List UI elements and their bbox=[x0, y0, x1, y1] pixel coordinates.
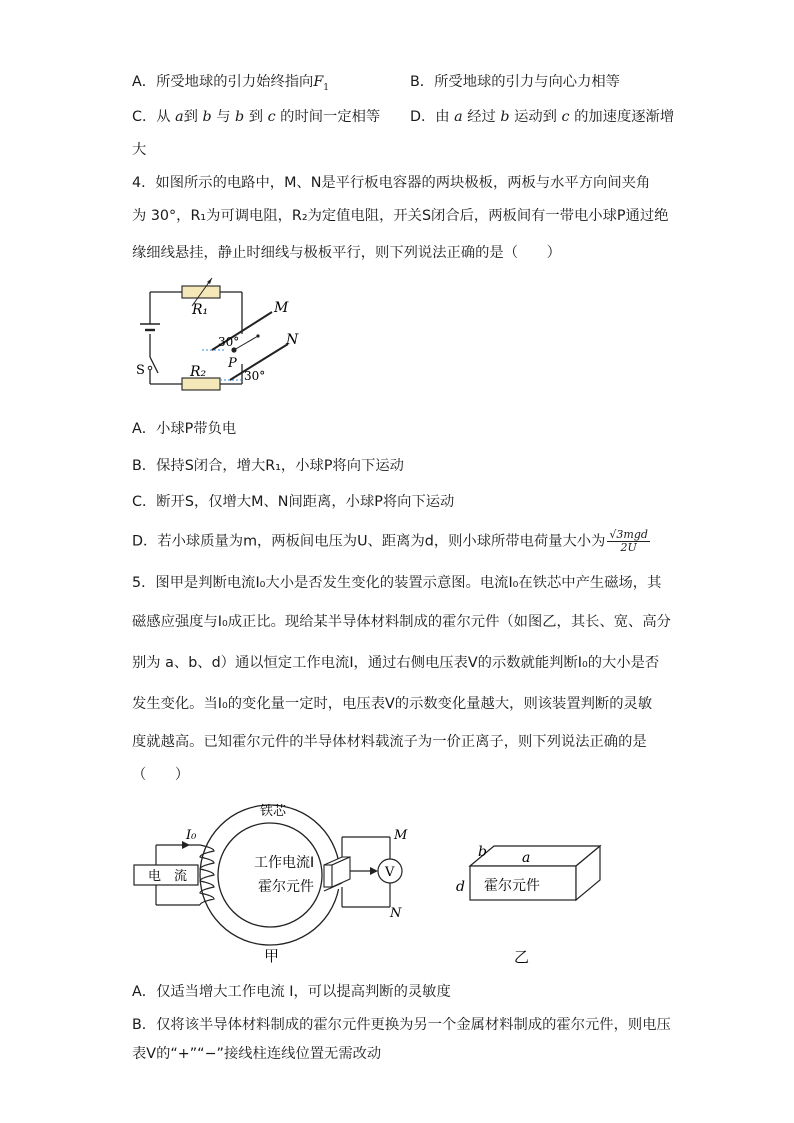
q3-option-b: B．所受地球的引力与向心力相等 bbox=[410, 74, 620, 90]
coil bbox=[200, 845, 214, 905]
q5-stem-line1: 5．图甲是判断电流I₀大小是否发生变化的装置示意图。电流I₀在铁芯中产生磁场，其 bbox=[132, 575, 662, 591]
q4-option-a: A．小球P带负电 bbox=[132, 421, 237, 437]
q5-figure-jia bbox=[128, 795, 428, 970]
q3-option-d-continued: 大 bbox=[132, 142, 147, 158]
q5-figure-yi bbox=[450, 836, 610, 970]
label-angle2: 30° bbox=[244, 369, 266, 383]
q5-stem-line5: 度就越高。已知霍尔元件的半导体材料载流子为一价正离子，则下列说法正确的是 bbox=[132, 734, 647, 750]
q4-option-d-text: D．若小球质量为m，两板间电压为U、距离为d，则小球所带电荷量大小为 bbox=[132, 533, 606, 550]
q4-option-b: B．保持S闭合，增大R₁，小球P将向下运动 bbox=[132, 458, 404, 474]
q3-c-b2: b bbox=[235, 109, 245, 125]
q3-option-a-var: F bbox=[313, 74, 324, 90]
q3-c-b: b bbox=[202, 109, 212, 125]
q4-option-d-fraction bbox=[607, 529, 650, 554]
q5-stem-line3: 别为 a、b、d）通以恒定工作电流I，通过右侧电压表V的示数就能判断I₀的大小是否 bbox=[132, 655, 660, 671]
q4-stem-line1: 4．如图所示的电路中，M、N是平行板电容器的两块极板，两板与水平方向间夹角 bbox=[132, 175, 651, 191]
iron-core-label: 铁芯 bbox=[260, 804, 287, 819]
work-current-label: 工作电流I bbox=[254, 855, 315, 871]
fraction-numerator: √3mgd bbox=[609, 528, 648, 541]
label-angle1: 30° bbox=[218, 335, 240, 349]
q3-d-b: b bbox=[500, 109, 510, 125]
q3-option-a bbox=[132, 72, 329, 98]
work-current-arrow bbox=[370, 867, 378, 875]
label-n: N bbox=[390, 906, 402, 921]
q4-stem-line3: 缘细线悬挂，静止时细线与极板平行，则下列说法正确的是（ ） bbox=[132, 245, 561, 261]
switch-pivot bbox=[148, 366, 152, 370]
q3-d-post: 的加速度逐渐增 bbox=[574, 109, 675, 125]
q3-c-a: a bbox=[175, 109, 184, 125]
fraction-denominator: 2U bbox=[620, 541, 637, 554]
label-d: d bbox=[456, 879, 465, 895]
q3-c-mid2: 与 bbox=[216, 109, 231, 125]
q3-c-mid3: 到 bbox=[248, 109, 264, 125]
q5-option-b-line1: B．仅将该半导体材料制成的霍尔元件更换为另一个金属材料制成的霍尔元件，则电压 bbox=[132, 1017, 671, 1033]
q3-d-c: c bbox=[561, 109, 570, 125]
label-r2: R₂ bbox=[190, 364, 207, 380]
label-n: N bbox=[286, 332, 299, 348]
hall-element-label: 霍尔元件 bbox=[258, 879, 314, 895]
q4-option-c: C．断开S，仅增大M、N间距离，小球P将向下运动 bbox=[132, 494, 455, 510]
q3-c-c: c bbox=[267, 109, 276, 125]
figure-jia-caption: 甲 bbox=[264, 947, 280, 965]
label-m: M bbox=[274, 300, 289, 316]
q4-stem-line2: 为 30°，R₁为可调电阻，R₂为定值电阻，开关S闭合后，两板间有一带电小球P通过绝 bbox=[132, 208, 669, 224]
q3-d-pre: D．由 bbox=[410, 109, 450, 125]
q3-option-a-sub: 1 bbox=[323, 82, 329, 93]
figure-yi-caption: 乙 bbox=[514, 948, 530, 966]
q4-option-d bbox=[132, 529, 650, 554]
label-s: S bbox=[136, 363, 145, 378]
q5-option-b-line2: 表V的“+”“−”接线柱连线位置无需改动 bbox=[132, 1046, 382, 1062]
iron-core-outer bbox=[200, 805, 340, 945]
q3-d-mid1: 经过 bbox=[467, 109, 496, 125]
q3-c-pre: C．从 bbox=[132, 109, 171, 125]
q3-option-d bbox=[410, 107, 674, 127]
q3-option-a-text: A．所受地球的引力始终指向 bbox=[132, 74, 314, 90]
q3-d-a: a bbox=[454, 109, 463, 125]
iron-core-inner bbox=[218, 823, 322, 927]
q5-stem-line6: （ ） bbox=[132, 767, 190, 783]
q3-c-post: 的时间一定相等 bbox=[280, 109, 381, 125]
label-i0: I₀ bbox=[186, 828, 197, 843]
label-r1: R₁ bbox=[192, 302, 209, 318]
label-b: b bbox=[478, 844, 487, 860]
q5-stem-line4: 发生变化。当I₀的变化量一定时，电压表V的示数变化量越大，则该装置判断的灵敏 bbox=[132, 696, 653, 712]
q5-stem-line2: 磁感应强度与I₀成正比。现给某半导体材料制成的霍尔元件（如图乙，其长、宽、高分 bbox=[132, 614, 671, 630]
label-a: a bbox=[522, 850, 531, 866]
label-m: M bbox=[394, 828, 408, 843]
q4-circuit-figure bbox=[130, 272, 320, 402]
voltmeter-label: V bbox=[385, 865, 395, 880]
r1-resistor bbox=[182, 286, 220, 298]
q3-option-c bbox=[132, 107, 380, 127]
current-source-label: 电 流 bbox=[148, 869, 188, 884]
q5-option-a: A．仅适当增大工作电流 I，可以提高判断的灵敏度 bbox=[132, 984, 451, 1000]
q3-d-mid2: 运动到 bbox=[514, 109, 557, 125]
thread-anchor bbox=[256, 334, 259, 337]
q3-c-mid1: 到 bbox=[183, 109, 198, 125]
label-p: P bbox=[228, 356, 237, 371]
hall-block-label: 霍尔元件 bbox=[484, 878, 540, 894]
